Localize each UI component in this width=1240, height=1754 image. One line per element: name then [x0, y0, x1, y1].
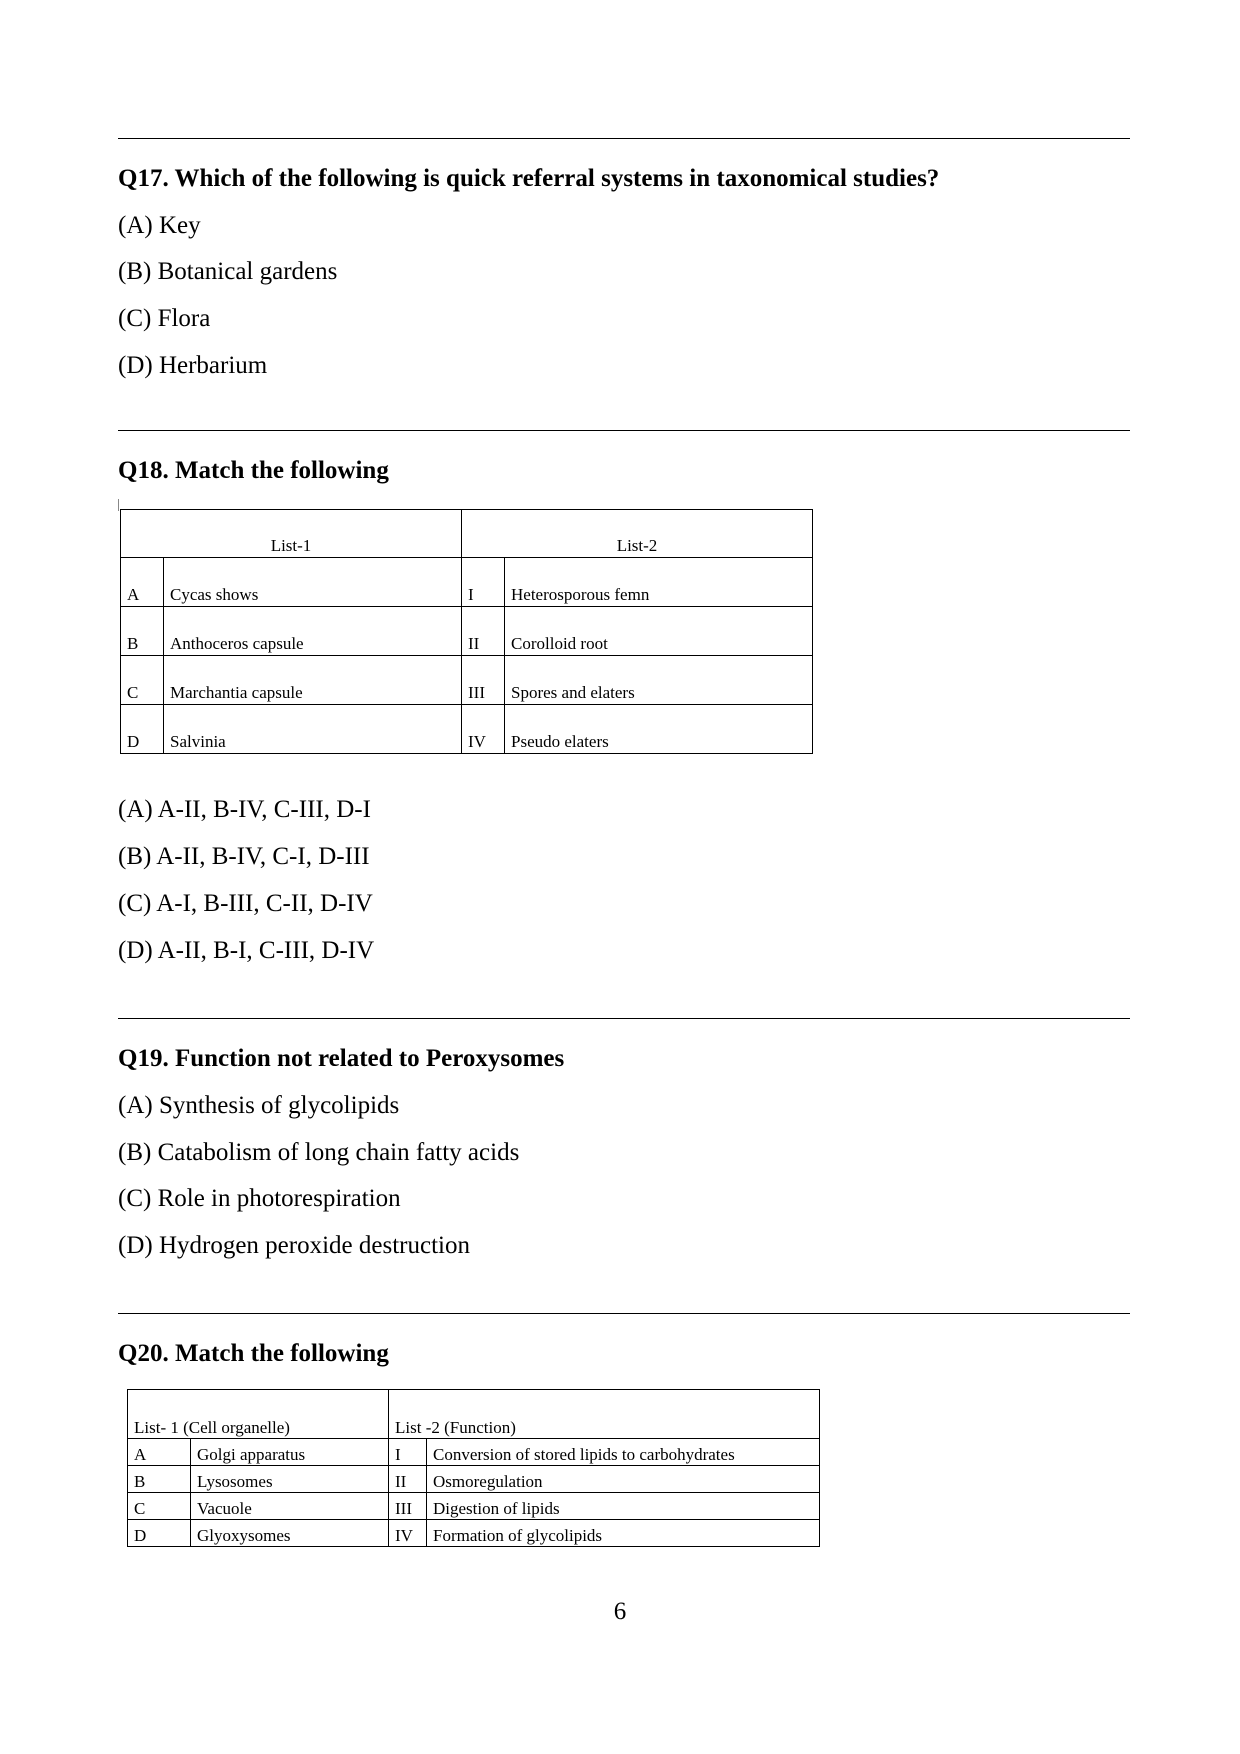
- table-row: [128, 1520, 820, 1547]
- list1-header: List-1: [121, 510, 462, 558]
- list2-header: List -2 (Function): [389, 1390, 820, 1439]
- divider: [118, 138, 1130, 139]
- list2-key: III: [462, 656, 505, 705]
- q19-option-a: (A) Synthesis of glycolipids: [118, 1092, 400, 1119]
- divider: [118, 1018, 1130, 1019]
- list2-value: Corolloid root: [505, 607, 813, 656]
- q17-option-d: (D) Herbarium: [118, 352, 268, 379]
- question-17-title: Q17. Which of the following is quick referral systems in taxonomical studies?: [118, 165, 940, 192]
- table-row: [128, 1439, 820, 1466]
- table-row: [128, 1493, 820, 1520]
- list2-value: Spores and elaters: [505, 656, 813, 705]
- q18-option-a: (A) A-II, B-IV, C-III, D-I: [118, 796, 371, 823]
- divider: [118, 430, 1130, 431]
- list2-value: Pseudo elaters: [505, 705, 813, 754]
- text-cursor-mark: [118, 499, 119, 511]
- divider: [118, 1313, 1130, 1314]
- table-row: [121, 558, 813, 607]
- list2-value: Conversion of stored lipids to carbohydrates: [427, 1439, 820, 1466]
- table-header-row: [121, 510, 813, 558]
- question-20-title: Q20. Match the following: [118, 1340, 389, 1367]
- list1-value: Lysosomes: [191, 1466, 389, 1493]
- q17-option-b: (B) Botanical gardens: [118, 258, 338, 285]
- list2-header: List-2: [462, 510, 813, 558]
- list1-key: D: [128, 1520, 191, 1547]
- q19-option-d: (D) Hydrogen peroxide destruction: [118, 1232, 470, 1259]
- list2-value: Formation of glycolipids: [427, 1520, 820, 1547]
- list2-value: Osmoregulation: [427, 1466, 820, 1493]
- list1-value: Vacuole: [191, 1493, 389, 1520]
- table-row: [121, 656, 813, 705]
- q18-option-d: (D) A-II, B-I, C-III, D-IV: [118, 937, 375, 964]
- list1-key: C: [128, 1493, 191, 1520]
- table-row: [128, 1466, 820, 1493]
- list2-key: I: [462, 558, 505, 607]
- list1-key: A: [128, 1439, 191, 1466]
- list2-key: I: [389, 1439, 427, 1466]
- list2-key: II: [389, 1466, 427, 1493]
- list1-value: Salvinia: [164, 705, 462, 754]
- q17-option-a: (A) Key: [118, 212, 201, 239]
- page-number: 6: [613, 1598, 627, 1625]
- question-19-title: Q19. Function not related to Peroxysomes: [118, 1045, 565, 1072]
- list1-header: List- 1 (Cell organelle): [128, 1390, 389, 1439]
- list1-key: B: [128, 1466, 191, 1493]
- list1-value: Marchantia capsule: [164, 656, 462, 705]
- list1-key: C: [121, 656, 164, 705]
- q19-option-b: (B) Catabolism of long chain fatty acids: [118, 1139, 520, 1166]
- list1-value: Cycas shows: [164, 558, 462, 607]
- table-row: [121, 607, 813, 656]
- list1-value: Anthoceros capsule: [164, 607, 462, 656]
- list1-value: Golgi apparatus: [191, 1439, 389, 1466]
- question-18-title: Q18. Match the following: [118, 457, 389, 484]
- list2-key: IV: [389, 1520, 427, 1547]
- q18-match-table: [120, 509, 813, 754]
- q17-option-c: (C) Flora: [118, 305, 211, 332]
- q19-option-c: (C) Role in photorespiration: [118, 1185, 401, 1212]
- q20-match-table: [127, 1389, 820, 1547]
- table-header-row: [128, 1390, 820, 1439]
- list1-key: B: [121, 607, 164, 656]
- list2-key: III: [389, 1493, 427, 1520]
- q18-option-c: (C) A-I, B-III, C-II, D-IV: [118, 890, 373, 917]
- list2-value: Digestion of lipids: [427, 1493, 820, 1520]
- list1-value: Glyoxysomes: [191, 1520, 389, 1547]
- table-row: [121, 705, 813, 754]
- list1-key: A: [121, 558, 164, 607]
- list1-key: D: [121, 705, 164, 754]
- list2-value: Heterosporous femn: [505, 558, 813, 607]
- list2-key: II: [462, 607, 505, 656]
- list2-key: IV: [462, 705, 505, 754]
- q18-option-b: (B) A-II, B-IV, C-I, D-III: [118, 843, 370, 870]
